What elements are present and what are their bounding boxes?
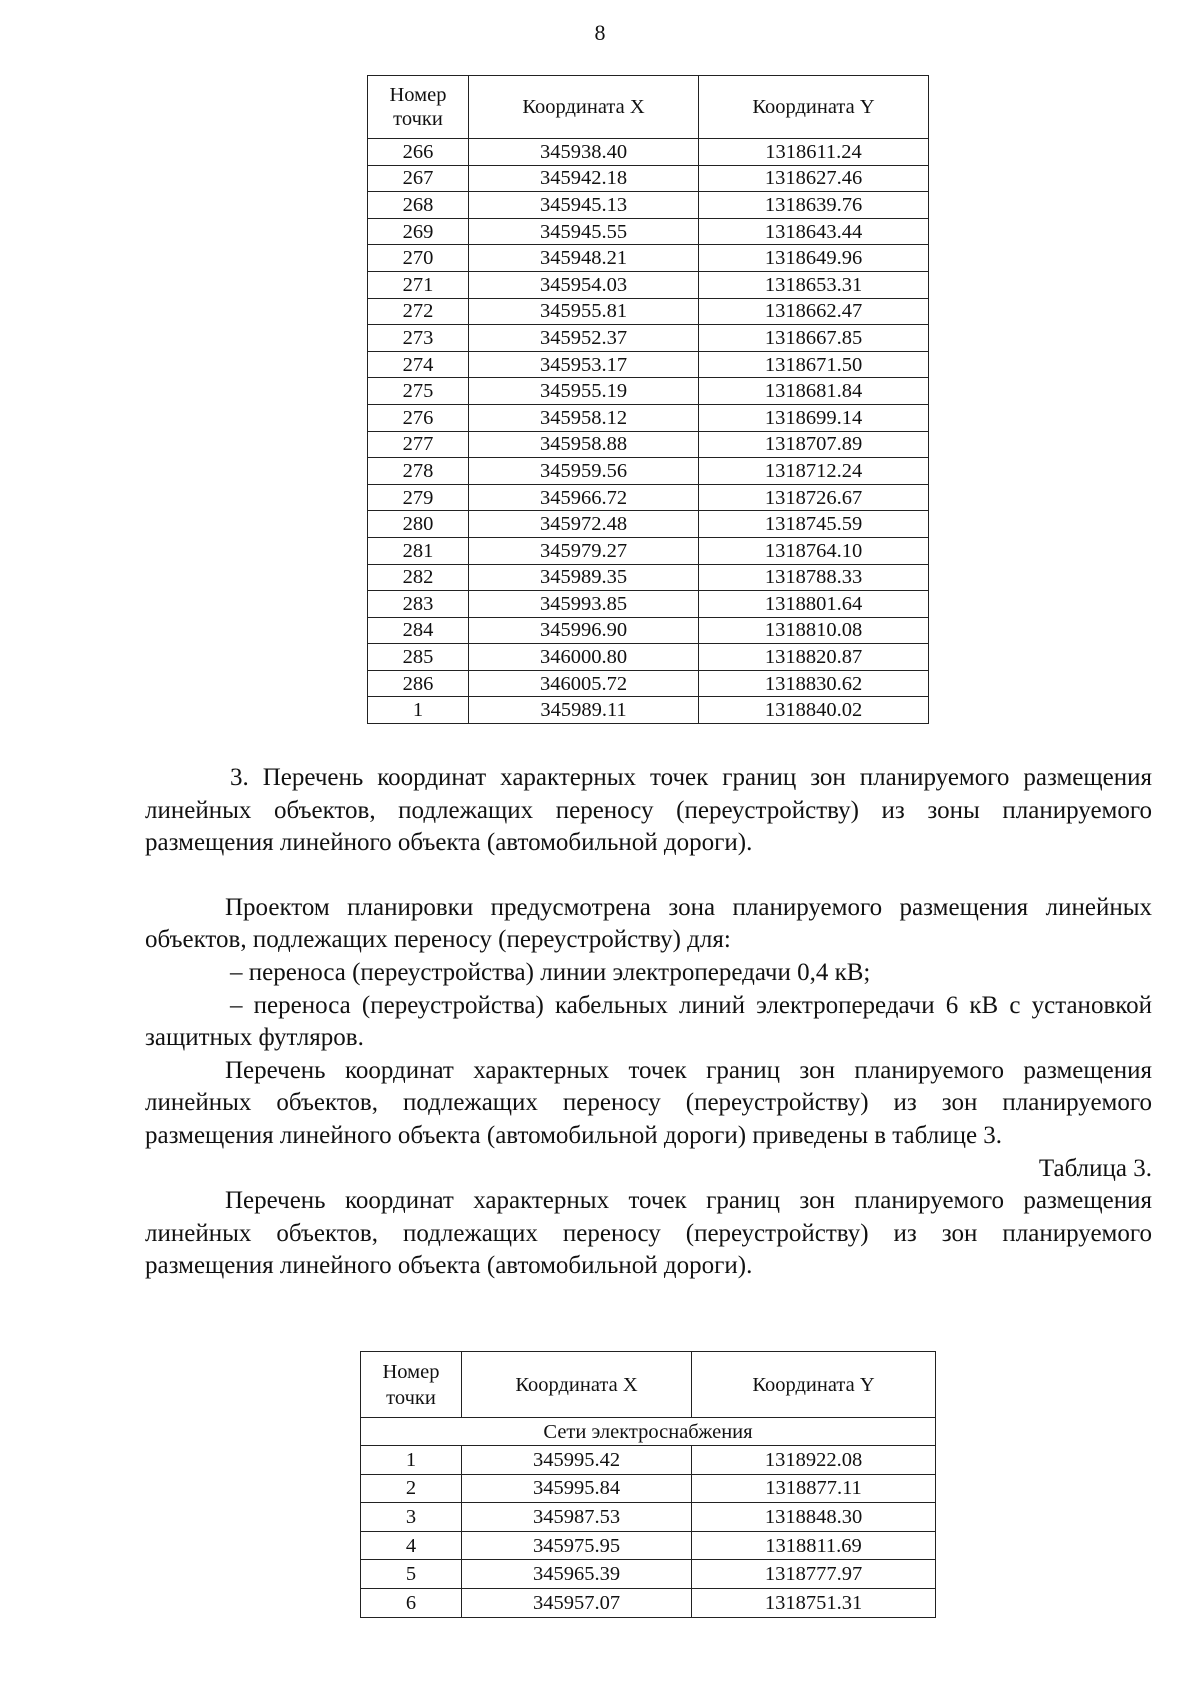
table-row	[368, 139, 929, 166]
coordinate-x-cell: 345945.13	[469, 192, 699, 219]
point-number-cell: 286	[368, 670, 469, 697]
coordinate-x-cell: 345955.81	[469, 298, 699, 325]
coordinate-x-cell: 345938.40	[469, 139, 699, 166]
section-3-reference: Перечень координат характерных точек границ зон планируемого размещения линейных объектов, подлежащих переносу (переустройству) из зон планируемого размещения линейного объекта (автомобильной дороги) приведены в таблице 3.	[145, 1056, 1152, 1149]
table-row	[368, 564, 929, 591]
coordinate-x-cell: 345942.18	[469, 165, 699, 192]
point-number-cell: 2	[361, 1474, 462, 1503]
table-row	[368, 298, 929, 325]
header-point-number: Номер точки	[368, 76, 469, 139]
coordinate-y-cell: 1318627.46	[699, 165, 929, 192]
table-row	[368, 511, 929, 538]
header-coordinate-x: Координата X	[462, 1352, 692, 1418]
coordinate-y-cell: 1318810.08	[699, 617, 929, 644]
point-number-cell: 285	[368, 644, 469, 671]
coordinate-y-cell: 1318811.69	[692, 1531, 936, 1560]
point-number-cell: 283	[368, 591, 469, 618]
coordinate-x-cell: 345989.35	[469, 564, 699, 591]
point-number-cell: 280	[368, 511, 469, 538]
section-3-text	[145, 762, 1152, 1283]
point-number-cell: 1	[368, 697, 469, 724]
point-number-cell: 270	[368, 245, 469, 272]
table-row	[368, 165, 929, 192]
point-number-cell: 274	[368, 351, 469, 378]
header-coordinate-y: Координата Y	[692, 1352, 936, 1418]
coordinate-x-cell: 345979.27	[469, 537, 699, 564]
point-number-cell: 282	[368, 564, 469, 591]
coordinate-x-cell: 346000.80	[469, 644, 699, 671]
coordinates-table-3	[360, 1351, 936, 1618]
coordinate-x-cell: 345966.72	[469, 484, 699, 511]
table-row	[368, 617, 929, 644]
coordinate-x-cell: 345989.11	[469, 697, 699, 724]
coordinate-x-cell: 345995.84	[462, 1474, 692, 1503]
coordinate-y-cell: 1318830.62	[699, 670, 929, 697]
coordinate-y-cell: 1318877.11	[692, 1474, 936, 1503]
coordinate-x-cell: 345958.12	[469, 404, 699, 431]
header-coordinate-x: Координата X	[469, 76, 699, 139]
point-number-cell: 279	[368, 484, 469, 511]
coordinate-y-cell: 1318745.59	[699, 511, 929, 538]
coordinate-y-cell: 1318649.96	[699, 245, 929, 272]
section-title-power-networks: Сети электроснабжения	[361, 1418, 936, 1446]
coordinate-y-cell: 1318801.64	[699, 591, 929, 618]
coordinate-y-cell: 1318699.14	[699, 404, 929, 431]
table-row	[368, 537, 929, 564]
coordinate-y-cell: 1318667.85	[699, 325, 929, 352]
coordinate-x-cell: 345987.53	[462, 1503, 692, 1532]
table-row	[361, 1560, 936, 1589]
header-point-number: Номер точки	[361, 1352, 462, 1418]
table-row	[361, 1446, 936, 1475]
point-number-cell: 5	[361, 1560, 462, 1589]
table-row	[361, 1588, 936, 1617]
table-section-row	[361, 1418, 936, 1446]
table-row	[368, 697, 929, 724]
table-row	[368, 378, 929, 405]
coordinate-y-cell: 1318611.24	[699, 139, 929, 166]
coordinate-y-cell: 1318707.89	[699, 431, 929, 458]
table-3-caption: Перечень координат характерных точек границ зон планируемого размещения линейных объектов, подлежащих переносу (переустройству) из зон планируемого размещения линейного объекта (автомобильной дороги).	[145, 1187, 1152, 1280]
coordinate-x-cell: 345995.42	[462, 1446, 692, 1475]
coordinate-x-cell: 345953.17	[469, 351, 699, 378]
table-row	[368, 271, 929, 298]
table-row	[368, 644, 929, 671]
coordinate-x-cell: 345996.90	[469, 617, 699, 644]
coordinate-x-cell: 345958.88	[469, 431, 699, 458]
point-number-cell: 277	[368, 431, 469, 458]
coordinate-x-cell: 345954.03	[469, 271, 699, 298]
coordinates-table-continued	[367, 75, 929, 724]
coordinate-y-cell: 1318639.76	[699, 192, 929, 219]
table-row	[368, 218, 929, 245]
table-row	[368, 325, 929, 352]
table-row	[368, 458, 929, 485]
list-item: – переноса (переустройства) кабельных линий электропередачи 6 кВ с установкой защитных футляров.	[145, 991, 1152, 1052]
point-number-cell: 266	[368, 139, 469, 166]
coordinate-y-cell: 1318712.24	[699, 458, 929, 485]
table-row	[368, 591, 929, 618]
table-row	[361, 1531, 936, 1560]
point-number-cell: 276	[368, 404, 469, 431]
point-number-cell: 269	[368, 218, 469, 245]
point-number-cell: 271	[368, 271, 469, 298]
section-3-heading: 3. Перечень координат характерных точек границ зон планируемого размещения линейных объектов, подлежащих переносу (переустройству) из зоны планируемого размещения линейного объекта (автомобильной дороги).	[145, 764, 1152, 857]
coordinate-x-cell: 345957.07	[462, 1588, 692, 1617]
point-number-cell: 1	[361, 1446, 462, 1475]
table-row	[368, 431, 929, 458]
coordinate-x-cell: 346005.72	[469, 670, 699, 697]
coordinate-y-cell: 1318726.67	[699, 484, 929, 511]
table-row	[368, 484, 929, 511]
coordinate-x-cell: 345975.95	[462, 1531, 692, 1560]
point-number-cell: 278	[368, 458, 469, 485]
coordinate-y-cell: 1318662.47	[699, 298, 929, 325]
coordinate-y-cell: 1318840.02	[699, 697, 929, 724]
point-number-cell: 3	[361, 1503, 462, 1532]
table-row	[368, 404, 929, 431]
coordinate-y-cell: 1318751.31	[692, 1588, 936, 1617]
coordinate-y-cell: 1318848.30	[692, 1503, 936, 1532]
table-row	[368, 192, 929, 219]
section-3-intro: Проектом планировки предусмотрена зона планируемого размещения линейных объектов, подлежащих переносу (переустройству) для:	[145, 893, 1152, 954]
point-number-cell: 267	[368, 165, 469, 192]
list-item: – переноса (переустройства) линии электропередачи 0,4 кВ;	[230, 958, 871, 986]
point-number-cell: 275	[368, 378, 469, 405]
point-number-cell: 268	[368, 192, 469, 219]
table-3-label: Таблица 3.	[1038, 1154, 1152, 1182]
table-row	[368, 670, 929, 697]
coordinate-y-cell: 1318681.84	[699, 378, 929, 405]
coordinate-y-cell: 1318764.10	[699, 537, 929, 564]
point-number-cell: 284	[368, 617, 469, 644]
coordinate-x-cell: 345965.39	[462, 1560, 692, 1589]
page-number: 8	[594, 20, 606, 45]
coordinate-x-cell: 345955.19	[469, 378, 699, 405]
coordinate-y-cell: 1318671.50	[699, 351, 929, 378]
table-row	[368, 245, 929, 272]
coordinate-y-cell: 1318820.87	[699, 644, 929, 671]
header-coordinate-y: Координата Y	[699, 76, 929, 139]
table-row	[368, 351, 929, 378]
coordinate-x-cell: 345993.85	[469, 591, 699, 618]
table-row	[361, 1503, 936, 1532]
point-number-cell: 273	[368, 325, 469, 352]
table-row	[361, 1474, 936, 1503]
point-number-cell: 6	[361, 1588, 462, 1617]
coordinate-x-cell: 345948.21	[469, 245, 699, 272]
coordinate-x-cell: 345952.37	[469, 325, 699, 352]
coordinate-y-cell: 1318788.33	[699, 564, 929, 591]
coordinate-x-cell: 345945.55	[469, 218, 699, 245]
coordinate-x-cell: 345972.48	[469, 511, 699, 538]
table-header-row	[368, 76, 929, 139]
coordinate-y-cell: 1318653.31	[699, 271, 929, 298]
coordinate-y-cell: 1318922.08	[692, 1446, 936, 1475]
point-number-cell: 4	[361, 1531, 462, 1560]
point-number-cell: 281	[368, 537, 469, 564]
point-number-cell: 272	[368, 298, 469, 325]
coordinate-y-cell: 1318643.44	[699, 218, 929, 245]
table-header-row	[361, 1352, 936, 1418]
coordinate-y-cell: 1318777.97	[692, 1560, 936, 1589]
coordinate-x-cell: 345959.56	[469, 458, 699, 485]
